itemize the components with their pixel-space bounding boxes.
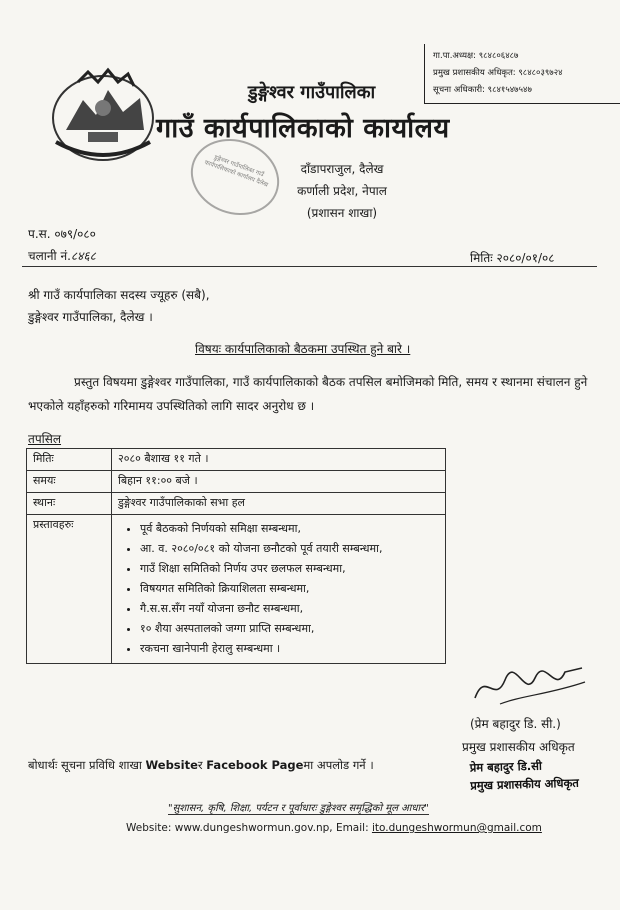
list-item: • रकचना खानेपानी हेरालु सम्बन्धमा । bbox=[140, 639, 439, 659]
table-row: स्थानः डुङ्गेश्वर गाउँपालिकाको सभा हल bbox=[27, 493, 446, 515]
list-item: • पूर्व बैठकको निर्णयको समिक्षा सम्बन्धमा, bbox=[140, 519, 439, 539]
office-round-stamp: डुङ्गेश्वर गाउँपालिका गाउँ कार्यपालिकाको कार्यालय दैलेख bbox=[180, 127, 290, 227]
addressee: श्री गाउँ कार्यपालिका सदस्य ज्यूहरु (सबै), डुङ्गेश्वर गाउँपालिका, दैलेख । bbox=[28, 288, 210, 324]
nepal-emblem-icon bbox=[48, 60, 158, 170]
list-item: • १० शैया अस्पतालको जग्गा प्राप्ति सम्बन्धमा, bbox=[140, 619, 439, 639]
list-item: • आ. व. २०८०/०८१ को योजना छनौटको पूर्व तयारी सम्बन्धमा, bbox=[140, 539, 439, 559]
address-line1: दाँडापराजुल, दैलेख bbox=[300, 162, 384, 176]
fiscal-ref: प.स. ०७९/०८० bbox=[28, 227, 96, 241]
schedule-table bbox=[26, 448, 446, 664]
schedule-title: तपसिल bbox=[28, 432, 62, 446]
website-link[interactable]: www.dungeshwormun.gov.np bbox=[174, 822, 330, 834]
footer-contact: Website: www.dungeshwormun.gov.np, Email: ito.dungeshwormun@gmail.com bbox=[126, 822, 542, 834]
letter-date: मितिः २०८०/०१/०८ bbox=[470, 251, 555, 265]
address-line2: कर्णाली प्रदेश, नेपाल bbox=[297, 184, 387, 198]
municipality-name: डुङ्गेश्वर गाउँपालिका bbox=[248, 82, 376, 103]
table-row: प्रस्तावहरुः • पूर्व बैठकको निर्णयको समिक्षा सम्बन्धमा, • आ. व. २०८०/०८१ को योजना छनौटको पूर्व तयारी सम्बन्धमा, • गाउँ शिक्षा समितिको निर्णय उपर छलफल सम्बन्धमा, • विषयगत समितिको क्रियाशिलता सम्बन्धमा, • गै.स.स.सँग नयाँ योजना छनौट सम्बन्धमा, • १० शैया अस्पतालको जग्गा प्राप्ति सम्बन्धमा, • रकचना खानेपानी हेरालु सम्बन्धमा । bbox=[27, 515, 446, 664]
table-row: समयः बिहान ११:०० बजे । bbox=[27, 471, 446, 493]
contact-info-officer: सूचना अधिकारी: ९८४१५४७५४७ bbox=[433, 85, 532, 95]
subject-line: विषयः कार्यपालिकाको बैठकमा उपस्थित हुने बारे । bbox=[195, 342, 411, 356]
dispatch-number: चलानी नं.८४६८ bbox=[28, 249, 96, 263]
list-item: • गै.स.स.सँग नयाँ योजना छनौट सम्बन्धमा, bbox=[140, 599, 439, 619]
section-name: (प्रशासन शाखा) bbox=[306, 206, 378, 220]
table-row: मितिः २०८० बैशाख ११ गते । bbox=[27, 449, 446, 471]
contact-cao: प्रमुख प्रशासकीय अधिकृत: ९८४८०३९७२४ bbox=[433, 68, 563, 78]
list-item: • विषयगत समितिको क्रियाशिलता सम्बन्धमा, bbox=[140, 579, 439, 599]
signature-stamp: प्रेम बहादुर डि.सी प्रमुख प्रशासकीय अधिकृत bbox=[469, 758, 580, 793]
list-item: • गाउँ शिक्षा समितिको निर्णय उपर छलफल सम्बन्धमा, bbox=[140, 559, 439, 579]
contact-box bbox=[424, 44, 620, 104]
signer-name: (प्रेम बहादुर डि. सी.) bbox=[470, 717, 561, 731]
signer-title: प्रमुख प्रशासकीय अधिकृत bbox=[462, 740, 575, 754]
handwritten-signature bbox=[470, 660, 590, 710]
body-paragraph: प्रस्तुत विषयमा डुङ्गेश्वर गाउँपालिका, गाउँ कार्यपालिकाको बैठक तपसिल बमोजिमको मिति, समय र स्थानमा संचालन हुने भएकोले यहाँहरुको गरिमामय उपस्थितिको लागि सादर अनुरोध छ । bbox=[28, 375, 588, 413]
cc-note: बोधार्थः सूचना प्रविधि शाखा Websiteर Facebook Pageमा अपलोड गर्ने । bbox=[28, 758, 374, 772]
header-divider bbox=[22, 266, 597, 267]
email-link[interactable]: ito.dungeshwormun@gmail.com bbox=[371, 822, 542, 834]
agenda-list bbox=[126, 519, 439, 659]
office-name: गाउँ कार्यपालिकाको कार्यालय bbox=[156, 113, 450, 144]
footer-slogan: "सुशासन, कृषि, शिक्षा, पर्यटन र पूर्वाधारः डुङ्गेश्वर समृद्धिको मूल आधार" bbox=[168, 800, 429, 815]
dispatch-handwritten: ८४६८ bbox=[70, 249, 96, 263]
contact-chair: गा.पा.अध्यक्ष: ९८४८०६४८७ bbox=[433, 51, 519, 61]
office-address bbox=[272, 158, 412, 224]
